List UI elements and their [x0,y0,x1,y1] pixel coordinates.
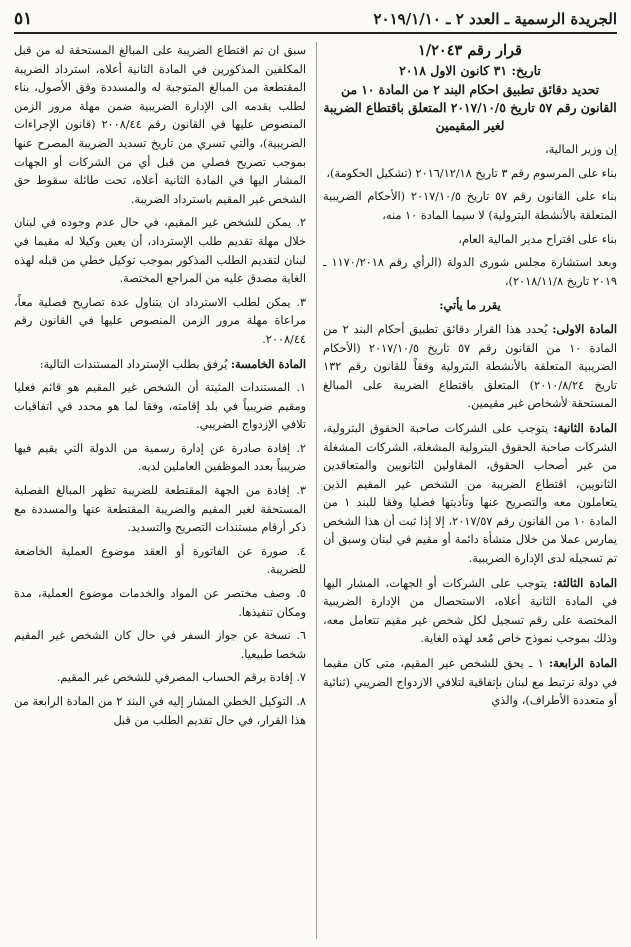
article-5 [14,355,306,375]
document-item-7: ٧. إفادة برقم الحساب المصرفي للشخص غير المقيم. [56,671,306,685]
article-1-heading: المادة الاولى: [552,321,617,336]
document-item-2: ٢. إفادة صادرة عن إدارة رسمية من الدولة التي يقيم فيها ضريبياً بعدد الموظفين العاملين لديه. [14,441,306,474]
legal-basis-3: بناء على اقتراح مدير المالية العام، [458,232,617,246]
legal-basis-2: بناء على القانون رقم ٥٧ تاريخ ٢٠١٧/١٠/٥ (الأحكام الضريبية المتعلقة بالأنشطة البترولية) لا سيما المادة ١٠ منه، [323,190,617,222]
article-4-text: ١ ـ يحق للشخص غير المقيم، متى كان مقيما في دولة ترتبط مع لبنان بإتفاقية لتلافي الازدواج الضريبي (ثنائية أو متعددة الأطراف)، والذي [323,657,617,708]
article-4-heading: المادة الرابعة: [549,656,617,671]
article-2-text: يتوجب على الشركات صاحبة الحقوق البترولية، الشركات صاحبة الحقوق البترولية المشغلة، الشركات المشغلة من غير أصحاب الحقوق، المقاولين الثانويين والمتعاقدين الثانويين، اقتطاع الضريبة من الشخص غير المقيم الذين يتعاملون معه والتصريح عنها وتأديتها فصليا وفقا للبند ١ من المادة ١٠ من القانون رقم ٢٠١٧/٥٧، إلا إذا ثبت أن هذا الشخص يمارس عملا من خلال منشأة دائمة أو مقيم في لبنان وسبق أن تم تسجيله لدى الإدارة الضريبية. [323,421,617,566]
page-header [14,6,617,34]
document-item-3: ٣. إفادة من الجهة المقتطعة للضريبة تظهر المبالغ الفصلية المستحقة لغير المقيم والضريبة المقتطعة عنها والمسددة مع ذكر أرقام مستندات التصريح والتسديد. [14,484,306,535]
article-1 [323,320,617,414]
article-4 [323,654,617,711]
left-column [14,42,306,941]
legal-basis-4: وبعد استشارة مجلس شورى الدولة (الرأي رقم ١١٧٠/٢٠١٨ ـ ٢٠١٩ تاريخ ٢٠١٨/١١/٨)، [323,256,617,288]
article-2-heading: المادة الثانية: [553,420,617,435]
document-item-4: ٤. صورة عن الفاتورة أو العقد موضوع العملية الخاضعة للضريبة. [14,544,306,577]
article-4-continuation: سبق ان تم اقتطاع الضريبة على المبالغ المستحقة له من قبل المكلفين المذكورين في المادة الثانية أعلاه، استرداد الضريبة المقتطعة من المبالغ المتوجبة له والمسددة وفق الأصول، بناء لطلب يقدمه الى الإدارة الضريبية ضمن مهلة مرور الزمن المنصوص عليها في القانون رقم ٢٠٠٨/٤٤ (قانون الإجراءات الضريبية)، والتي تسري من تاريخ تسديد الضريبة المصرح عنها بموجب تصريح فصلي من قبل أي من الشركات أو الجهات المشار اليها في المادة الثانية أعلاه، تحت طائلة سقوط حق الشخص غير المقيم باسترداد الضريبة. [14,44,306,206]
article-5-heading: المادة الخامسة: [230,356,306,371]
decree-title: قرار رقم ١/٢٠٤٣ [418,42,522,59]
article-2 [323,419,617,569]
minister-line: إن وزير المالية، [544,143,617,157]
article-5-text: يُرفق بطلب الإسترداد المستندات التالية: [39,357,228,371]
decides-line: يقرر ما يأتي: [439,298,501,313]
decree-subject: تحديد دقائق تطبيق احكام البند ٢ من المادة ١٠ من القانون رقم ٥٧ تاريخ ٢٠١٧/١٠/٥ المتعلق باقتطاع الضريبة لغير المقيمين [323,82,617,134]
document-item-5: ٥. وصف مختصر عن المواد والخدمات موضوع العملية، مدة ومكان تنفيذها. [14,587,306,619]
page-number: ٥١ [14,9,33,29]
right-column [323,42,617,941]
decree-date: تاريخ: ٣١ كانون الاول ٢٠١٨ [399,62,541,78]
article-3-text: يتوجب على الشركات أو الجهات، المشار اليها في المادة الثانية أعلاه، الاستحصال من الإدارة الضريبية المختصة على رقم تسجيل لكل شخص غير مقيم تتعامل معه، وذلك بموجب نموذج خاص مُعد لهذه الغاية. [323,576,617,646]
article-1-text: يُحدد هذا القرار دقائق تطبيق أحكام البند ٢ من المادة ١٠ من القانون رقم ٥٧ تاريخ ٢٠١٧/١٠/٥ (الأحكام الضريبية المتعلقة بالأنشطة البترولية وفقاً للقانون رقم ١٣٢ تاريخ ٢٠١٠/٨/٢٤) المتعلق باقتطاع الضريبة على المبالغ المستحقة لأشخاص غير مقيمين. [323,322,617,411]
legal-basis-1: بناء على المرسوم رقم ٣ تاريخ ٢٠١٦/١٢/١٨ (تشكيل الحكومة)، [326,166,617,180]
document-item-1: ١. المستندات المثبتة أن الشخص غير المقيم هو قائم فعليا ومقيم ضريبياً في بلد إقامته، وفقا لما هو محدد في اتفاقيات تلافي الإزدواج الضريبي. [14,381,306,432]
article-3 [323,574,617,649]
article-4-clause-3: ٣. يمكن لطلب الاسترداد ان يتناول عدة تصاريح فصلية معاً، مراعاة مهلة مرور الزمن المنصوص عليها في القانون رقم ٢٠٠٨/٤٤. [14,295,306,346]
article-3-heading: المادة الثالثة: [552,575,617,590]
gazette-title: الجريدة الرسمية ـ العدد ٢ ـ ٢٠١٩/١/١٠ [373,10,617,28]
document-item-6: ٦. نسخة عن جواز السفر في حال كان الشخص غير المقيم شخصا طبيعيا. [14,629,306,661]
column-divider [316,42,317,939]
document-item-8: ٨. التوكيل الخطي المشار إليه في البند ٢ من المادة الرابعة من هذا القرار، في حال تقديم الطلب من قبل [14,695,306,727]
article-4-clause-2: ٢. يمكن للشخص غير المقيم، في حال عدم وجوده في لبنان خلال مهلة تقديم طلب الإسترداد، أن يعين وكيلا له مقيما في لبنان لتقديم الطلب المذكور بموجب توكيل خطي من قبله لهذه الغاية مصدق عليه من المراجع المختصة. [14,216,306,286]
